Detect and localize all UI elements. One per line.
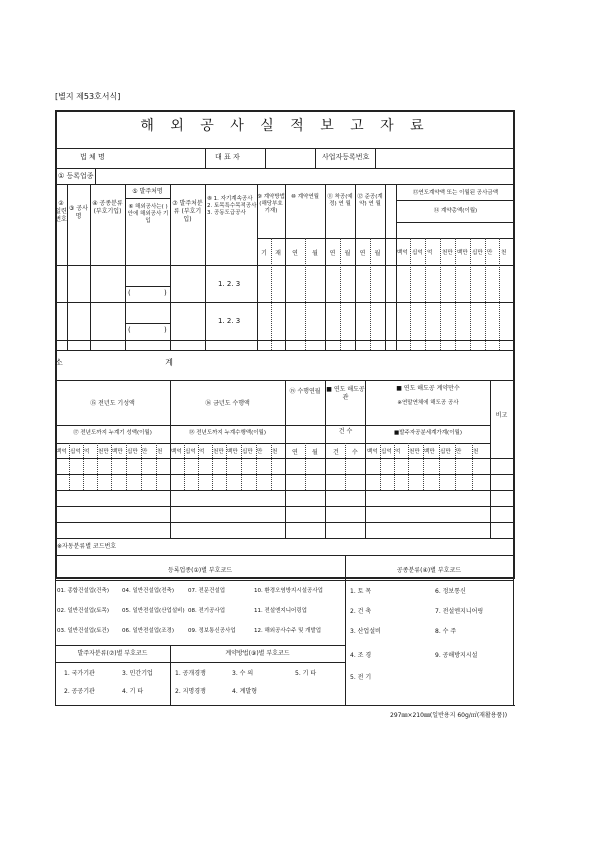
scope-options[interactable]: 1. 2. 3	[218, 317, 241, 325]
reg-code: 03. 일반건설업(토건)	[57, 628, 109, 634]
client-code: 1. 국가기관	[64, 670, 95, 677]
gun-label: 건	[333, 449, 339, 456]
ym-label: 연	[329, 250, 336, 257]
start-date-header: ⑪ 착공(예정) 연 월	[327, 194, 353, 207]
contract-code: 4. 계발형	[232, 688, 258, 695]
contract-code: 2. 지명경쟁	[175, 688, 206, 695]
digit-label: 억	[427, 250, 433, 256]
ym-label: 기	[261, 250, 267, 257]
registration-number-label: 사업자등록번호	[322, 153, 370, 161]
ym-label: 연	[292, 250, 298, 257]
su-label: 수	[352, 449, 358, 456]
contract-code: 5. 기 타	[295, 670, 317, 677]
digit-label: 억	[395, 449, 401, 455]
contract-code: 3. 수 의	[232, 670, 254, 677]
form-number: [별지 제53호서식]	[55, 92, 121, 101]
digit-label: 백억	[397, 250, 408, 256]
digit-label: 천만	[442, 250, 453, 256]
subtotal-label: 소 계	[55, 358, 223, 367]
digit-label: 십만	[472, 250, 483, 256]
reg-code: 10. 환경오염방지시설공사업	[254, 588, 323, 594]
reg-codes-title: 등록업종(①)별 부호코드	[167, 567, 233, 574]
ym-label: 연	[359, 250, 366, 257]
contract-type-header: ⑨ 계약방법 (해당부호 기재)	[257, 194, 285, 214]
digit-label: 만	[456, 449, 462, 455]
digit-label: 억	[199, 449, 205, 455]
work-code: 2. 건 축	[350, 608, 372, 615]
digit-label: 십억	[70, 449, 81, 455]
scope-options[interactable]: 1. 2. 3	[218, 280, 241, 288]
contract-date-header: ⑩ 계약연월	[291, 194, 319, 200]
perform-date-header: ⑲ 수행연월	[289, 388, 321, 395]
client-code: 2. 공공기관	[64, 688, 95, 695]
amount-sub-header: ⑭ 계약총액(이월)	[433, 208, 478, 214]
contract-code: 1. 공개경쟁	[175, 670, 206, 677]
digit-label: 천	[501, 250, 507, 256]
reg-code: 02. 일반건설업(토목)	[57, 608, 109, 614]
work-code: 4. 조 경	[350, 652, 372, 659]
digit-label: 백만	[457, 250, 468, 256]
ym-label: 월	[344, 250, 351, 257]
project-type-header: ④ 공종분류 (부호기입)	[92, 200, 123, 215]
end-date-header: ⑫ 준공(계약) 연 월	[357, 194, 383, 207]
digit-label: 백억	[367, 449, 378, 455]
reg-code: 04. 일반건설업(전축)	[122, 588, 174, 594]
work-codes-title: 공종분류(④)별 부호코드	[396, 567, 462, 574]
digit-label: 십만	[127, 449, 138, 455]
digit-label: 십만	[440, 449, 451, 455]
digit-label: 억	[84, 449, 90, 455]
registration-type-label: ① 등록업종	[58, 172, 94, 180]
digit-label: 백억	[56, 449, 67, 455]
ym-label: 재	[275, 250, 281, 257]
digit-label: 만	[487, 250, 493, 256]
digit-label: 십억	[412, 250, 423, 256]
reg-code: 05. 일반전설업(산업설비)	[122, 608, 185, 614]
client-name-header: ⑤ 발주처명	[132, 188, 163, 195]
count-header: 건 수	[338, 428, 353, 435]
client-type-header: ⑦ 발주처분류 (부호기입)	[172, 200, 203, 223]
work-code: 9. 공해방지시설	[435, 652, 478, 659]
ym-label: 월	[312, 449, 318, 456]
client-code: 4. 기 타	[122, 688, 144, 695]
next-year-sub-header: ※연말연체에 해도공 공사	[397, 400, 459, 406]
ym-label: 월	[374, 250, 381, 257]
digit-label: 천만	[98, 449, 109, 455]
reg-code: 06. 일반전설업(조경)	[122, 628, 174, 634]
remarks-header: 비고	[495, 412, 508, 419]
location-header: ⑥ 해외공사는( ) 안에 해외공사 기입	[127, 204, 169, 224]
serial-header: ② 일련 번호	[55, 200, 67, 223]
reg-code: 07. 전문건설업	[188, 588, 226, 594]
digit-label: 천만	[409, 449, 420, 455]
reg-code: 12. 해외공사수주 및 개발업	[254, 628, 322, 634]
representative-label: 대 표 자	[215, 153, 240, 161]
work-code: 6. 정보통신	[435, 588, 466, 595]
next-year-header: ■ 연도 해도공 계약만수	[396, 385, 460, 392]
cumulative-prev-header: ⑰ 전년도까지 누계기 성액(이월)	[73, 430, 152, 436]
prev-year-header: ⑮ 전년도 기성액	[90, 400, 135, 407]
client-code: 3. 민간기업	[122, 670, 153, 677]
work-code: 8. 수 주	[435, 628, 457, 635]
project-name-header: ③ 공사명	[69, 205, 88, 220]
digit-label: 십억	[185, 449, 196, 455]
digit-label: 만	[142, 449, 148, 455]
digit-label: 백만	[112, 449, 123, 455]
digit-label: 천	[272, 449, 278, 455]
ym-label: 연	[292, 449, 298, 456]
digit-label: 천만	[213, 449, 224, 455]
digit-label: 백억	[171, 449, 182, 455]
reg-code: 08. 전기공사업	[188, 608, 226, 614]
work-code: 5. 전 기	[350, 674, 372, 681]
amount-group-header: ⑬연도계약액 또는 이월된 공사금액	[412, 190, 499, 196]
work-code: 7. 전설엔지니어링	[435, 608, 484, 615]
work-code: 1. 토 목	[350, 588, 372, 595]
company-label: 법 체 명	[80, 153, 105, 161]
digit-label: 십만	[242, 449, 253, 455]
digit-label: 백만	[424, 449, 435, 455]
ym-label: 월	[312, 250, 318, 257]
contract-codes-title: 계약방법(⑨)별 부호코드	[225, 650, 290, 657]
reg-code: 09. 정보통신공사업	[188, 628, 236, 634]
cumulative-this-header: ⑱ 전년도까지 누계수행액(이월)	[188, 430, 267, 436]
form-title: 해 외 공 사 실 적 보 고 자 료	[140, 118, 430, 134]
client-codes-title: 발주자분류(⑦)별 부호코드	[77, 650, 148, 657]
digit-label: 십억	[381, 449, 392, 455]
code-section-title: ※자동분류별 코드번호	[57, 543, 117, 550]
next-year-amount-header: ■발주자공분세계가계(이월)	[394, 430, 462, 436]
digit-label: 만	[257, 449, 263, 455]
reg-code: 01. 종합건설업(건축)	[57, 588, 109, 594]
this-year-header: ⑯ 금년도 수행액	[205, 400, 250, 407]
reg-code: 11. 전설엔지니어링업	[254, 608, 307, 614]
scope-header: ⑧ 1. 자기계속공사 2. 토목특수목적공사 3. 공동도급공사	[207, 196, 257, 216]
this-year-contract-header: ■ 연도 해도공관	[326, 386, 365, 401]
digit-label: 천	[157, 449, 163, 455]
paper-spec: 297㎜×210㎜(일반용지 60g/㎡(재활용품))	[390, 712, 508, 719]
digit-label: 천	[473, 449, 479, 455]
digit-label: 백만	[227, 449, 238, 455]
work-code: 3. 산업설비	[350, 628, 381, 635]
